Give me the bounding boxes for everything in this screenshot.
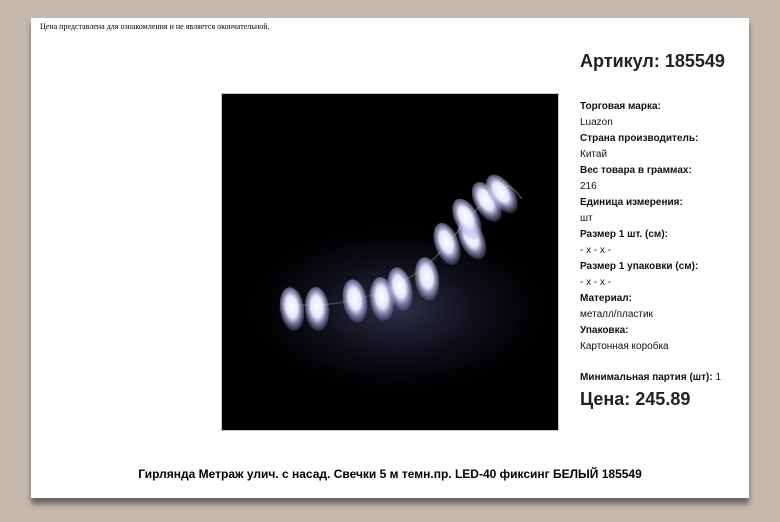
spec-value: 216 (580, 181, 597, 192)
spec-value: металл/пластик (580, 309, 653, 320)
min-batch-value: 1 (715, 372, 722, 383)
spec-label: Упаковка: (580, 325, 629, 336)
spec-value: - х - х - (580, 245, 612, 256)
min-batch (580, 372, 721, 383)
article-value: 185549 (664, 51, 725, 71)
price-disclaimer: Цена представлена для ознакомления и не является окончательной. (40, 22, 270, 31)
specs-list (580, 99, 745, 355)
spec-value: Luazon (580, 117, 613, 128)
spec-value: - х - х - (580, 277, 612, 288)
article-number (580, 51, 725, 72)
article-label: Артикул: (580, 51, 660, 71)
spec-label: Размер 1 упаковки (см): (580, 261, 699, 272)
spec-label: Материал: (580, 293, 632, 304)
product-card (31, 18, 749, 498)
price (580, 389, 690, 410)
spec-label: Единица измерения: (580, 197, 683, 208)
price-label: Цена: (580, 389, 631, 409)
spec-value: шт (580, 213, 593, 224)
spec-label: Размер 1 шт. (см): (580, 229, 668, 240)
spec-label: Вес товара в граммах: (580, 165, 692, 176)
min-batch-label: Минимальная партия (шт): (580, 372, 713, 383)
price-value: 245.89 (635, 389, 691, 409)
spec-label: Страна производитель: (580, 133, 699, 144)
led-garland-photo (222, 94, 558, 430)
spec-value: Картонная коробка (580, 341, 669, 352)
spec-value: Китай (580, 149, 608, 160)
product-title: Гирлянда Метраж улич. с насад. Свечки 5 м темн.пр. LED-40 фиксинг БЕЛЫЙ 185549 (138, 467, 642, 481)
spec-label: Торговая марка: (580, 101, 661, 112)
product-image (221, 93, 559, 431)
